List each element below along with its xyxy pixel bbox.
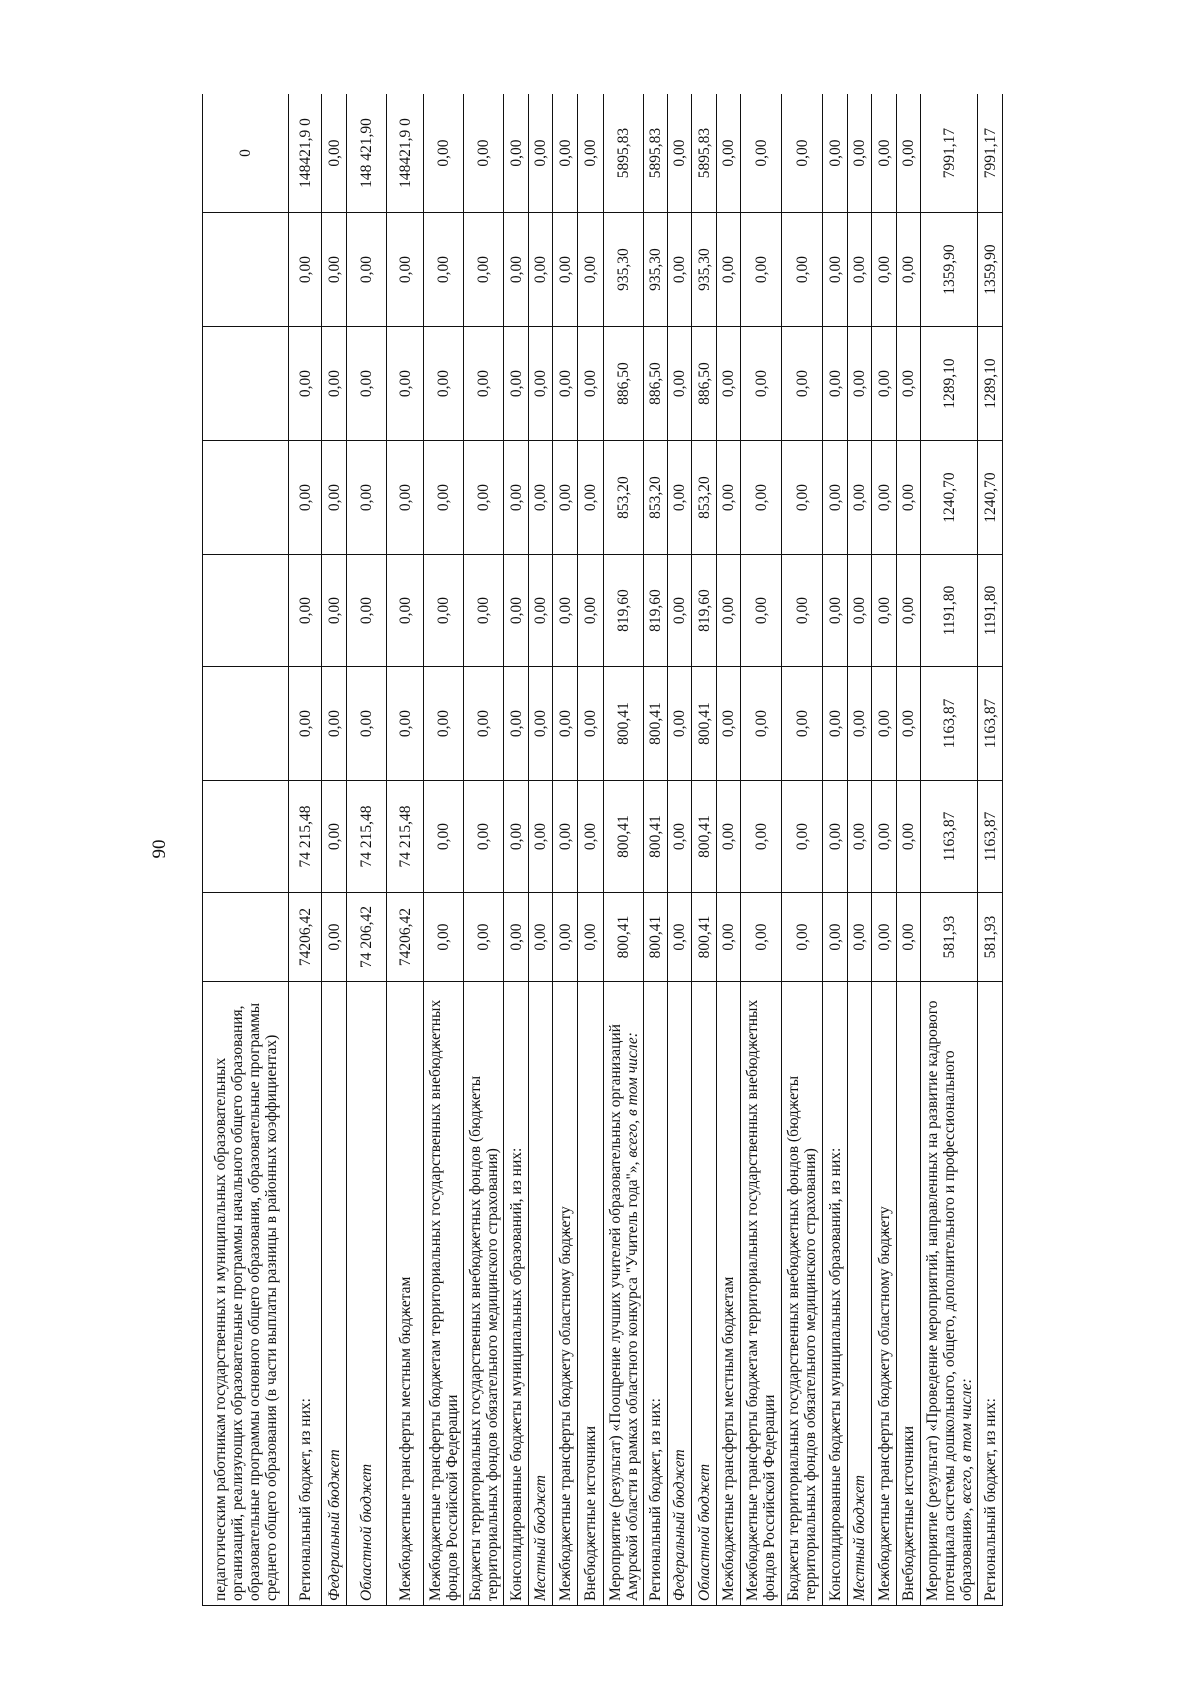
- year-value-cell: 886,50: [692, 327, 717, 441]
- year-value-cell: 0,00: [553, 667, 578, 781]
- table-row: [782, 94, 823, 1606]
- year-value-cell: 0,00: [848, 893, 872, 982]
- row-name-note: всего, в том числе:: [623, 1032, 641, 1158]
- total-cell: 0,00: [668, 94, 692, 213]
- year-value-cell: 0,00: [322, 893, 347, 982]
- row-name-cell: [289, 982, 322, 1606]
- row-name-cell: [848, 982, 872, 1606]
- total-cell: 0,00: [578, 94, 604, 213]
- year-value-cell: 0,00: [872, 781, 897, 893]
- year-value-cell: 0,00: [668, 781, 692, 893]
- year-value-cell: 0,00: [504, 327, 529, 441]
- total-cell: 7991,17: [978, 94, 1003, 213]
- year-value-cell: 0,00: [578, 667, 604, 781]
- row-name: Федеральный бюджет: [325, 1449, 343, 1601]
- table-row: [203, 94, 289, 1606]
- year-value-cell: 1240,70: [921, 441, 978, 555]
- total-cell: 148421,9 0: [387, 94, 424, 213]
- year-value-cell: 74206,42: [387, 893, 424, 982]
- year-value-cell: 0,00: [347, 213, 387, 327]
- total-cell: 5895,83: [644, 94, 668, 213]
- year-value-cell: 0,00: [347, 327, 387, 441]
- table-row: [692, 94, 717, 1606]
- year-value-cell: 935,30: [604, 213, 644, 327]
- total-cell: 0,00: [424, 94, 464, 213]
- year-value-cell: 0,00: [741, 327, 782, 441]
- year-value-cell: 0,00: [529, 893, 553, 982]
- year-value-cell: 800,41: [692, 781, 717, 893]
- year-value-cell: 886,50: [604, 327, 644, 441]
- year-value-cell: 0,00: [741, 213, 782, 327]
- year-value-cell: 0,00: [668, 893, 692, 982]
- table-row: [504, 94, 529, 1606]
- year-value-cell: 0,00: [347, 667, 387, 781]
- year-value-cell: 0,00: [464, 893, 504, 982]
- year-value-cell: 853,20: [692, 441, 717, 555]
- year-value-cell: 0,00: [668, 213, 692, 327]
- year-value-cell: [203, 441, 289, 555]
- year-value-cell: 0,00: [823, 213, 848, 327]
- year-value-cell: 0,00: [529, 327, 553, 441]
- row-name-cell: [921, 982, 978, 1606]
- year-value-cell: 0,00: [289, 441, 322, 555]
- row-name-cell: [322, 982, 347, 1606]
- row-name-cell: [717, 982, 741, 1606]
- year-value-cell: 1163,87: [921, 781, 978, 893]
- table-row: [741, 94, 782, 1606]
- total-cell: 0,00: [872, 94, 897, 213]
- row-name: Консолидированные бюджеты муниципальных образований, из них:: [507, 1147, 525, 1601]
- year-value-cell: 800,41: [692, 667, 717, 781]
- year-value-cell: 0,00: [897, 213, 921, 327]
- year-value-cell: 0,00: [717, 213, 741, 327]
- page-number: 90: [149, 839, 170, 859]
- year-value-cell: 800,41: [644, 893, 668, 982]
- year-value-cell: 0,00: [529, 555, 553, 667]
- rotated-page-content: [202, 94, 1124, 1606]
- table-row: [578, 94, 604, 1606]
- year-value-cell: 0,00: [387, 213, 424, 327]
- year-value-cell: 0,00: [897, 327, 921, 441]
- year-value-cell: 0,00: [347, 555, 387, 667]
- year-value-cell: 0,00: [553, 555, 578, 667]
- year-value-cell: 0,00: [289, 555, 322, 667]
- row-name: Внебюджетные источники: [582, 1425, 599, 1601]
- row-name: Мероприятие (результат) «Проведение мероприятий, направленных на развитие кадрового потенциала системы дошкольного, общего, дополнительного и профессионального образования»,: [923, 1000, 975, 1601]
- row-name-cell: [897, 982, 921, 1606]
- table-row: [897, 94, 921, 1606]
- table-row: [322, 94, 347, 1606]
- year-value-cell: 1163,87: [978, 667, 1003, 781]
- total-cell: 5895,83: [692, 94, 717, 213]
- year-value-cell: [203, 893, 289, 982]
- row-name-cell: [978, 982, 1003, 1606]
- row-name: Межбюджетные трансферты бюджету областному бюджету: [875, 1206, 893, 1601]
- total-cell: 0,00: [897, 94, 921, 213]
- table-row: [644, 94, 668, 1606]
- year-value-cell: 0,00: [322, 555, 347, 667]
- total-cell: 0,00: [782, 94, 823, 213]
- row-name: Межбюджетные трансферты бюджету областному бюджету: [556, 1206, 574, 1601]
- year-value-cell: 1191,80: [978, 555, 1003, 667]
- year-value-cell: 819,60: [692, 555, 717, 667]
- row-name: Межбюджетные трансферты местным бюджетам: [396, 1276, 414, 1601]
- year-value-cell: 0,00: [668, 327, 692, 441]
- row-name-cell: [604, 982, 644, 1606]
- year-value-cell: 0,00: [848, 555, 872, 667]
- table-row: [347, 94, 387, 1606]
- year-value-cell: 0,00: [741, 781, 782, 893]
- budget-table-body: [203, 94, 1003, 1606]
- table-row: [387, 94, 424, 1606]
- year-value-cell: 1289,10: [921, 327, 978, 441]
- year-value-cell: 0,00: [823, 441, 848, 555]
- total-cell: 0,00: [504, 94, 529, 213]
- year-value-cell: 0,00: [668, 667, 692, 781]
- year-value-cell: 0,00: [741, 555, 782, 667]
- year-value-cell: 0,00: [782, 213, 823, 327]
- year-value-cell: 800,41: [604, 667, 644, 781]
- year-value-cell: 0,00: [872, 667, 897, 781]
- table-row: [872, 94, 897, 1606]
- year-value-cell: 74 215,48: [347, 781, 387, 893]
- year-value-cell: 0,00: [424, 555, 464, 667]
- row-name: Межбюджетные трансферты местным бюджетам: [720, 1276, 737, 1601]
- year-value-cell: 0,00: [872, 555, 897, 667]
- year-value-cell: 0,00: [464, 781, 504, 893]
- year-value-cell: 74206,42: [289, 893, 322, 982]
- year-value-cell: 0,00: [424, 781, 464, 893]
- total-cell: 0,00: [717, 94, 741, 213]
- year-value-cell: 853,20: [604, 441, 644, 555]
- year-value-cell: 0,00: [322, 781, 347, 893]
- year-value-cell: 0,00: [347, 441, 387, 555]
- year-value-cell: 0,00: [823, 781, 848, 893]
- year-value-cell: 0,00: [897, 667, 921, 781]
- row-name: Федеральный бюджет: [671, 1449, 688, 1601]
- year-value-cell: 0,00: [848, 327, 872, 441]
- year-value-cell: 0,00: [424, 667, 464, 781]
- row-name: Местный бюджет: [851, 1475, 868, 1601]
- year-value-cell: 0,00: [529, 441, 553, 555]
- row-name: Межбюджетные трансферты бюджетам территориальных государственных внебюджетных фондов Российской Федерации: [744, 999, 778, 1601]
- year-value-cell: 935,30: [692, 213, 717, 327]
- total-cell: 0,00: [464, 94, 504, 213]
- year-value-cell: 0,00: [504, 893, 529, 982]
- year-value-cell: 0,00: [289, 213, 322, 327]
- year-value-cell: 0,00: [289, 667, 322, 781]
- year-value-cell: 800,41: [692, 893, 717, 982]
- year-value-cell: 0,00: [717, 893, 741, 982]
- year-value-cell: 0,00: [897, 555, 921, 667]
- total-cell: 5895,83: [604, 94, 644, 213]
- row-name-cell: [668, 982, 692, 1606]
- year-value-cell: 0,00: [553, 893, 578, 982]
- budget-table-container: [202, 94, 1124, 1606]
- total-cell: 0,00: [848, 94, 872, 213]
- year-value-cell: 0,00: [553, 781, 578, 893]
- row-name: Местный бюджет: [532, 1475, 549, 1601]
- year-value-cell: 0,00: [872, 441, 897, 555]
- year-value-cell: 0,00: [848, 441, 872, 555]
- year-value-cell: 0,00: [578, 213, 604, 327]
- row-name-cell: [464, 982, 504, 1606]
- budget-table: [202, 94, 1003, 1606]
- year-value-cell: 1240,70: [978, 441, 1003, 555]
- year-value-cell: 0,00: [529, 781, 553, 893]
- year-value-cell: 0,00: [553, 213, 578, 327]
- row-name-cell: [782, 982, 823, 1606]
- year-value-cell: 0,00: [424, 441, 464, 555]
- year-value-cell: 0,00: [668, 441, 692, 555]
- year-value-cell: 0,00: [529, 213, 553, 327]
- year-value-cell: 0,00: [504, 781, 529, 893]
- year-value-cell: [203, 555, 289, 667]
- table-row: [289, 94, 322, 1606]
- total-cell: 7991,17: [921, 94, 978, 213]
- table-row: [921, 94, 978, 1606]
- year-value-cell: 800,41: [604, 781, 644, 893]
- year-value-cell: 886,50: [644, 327, 668, 441]
- year-value-cell: 0,00: [782, 781, 823, 893]
- year-value-cell: 0,00: [717, 441, 741, 555]
- year-value-cell: 800,41: [604, 893, 644, 982]
- year-value-cell: 581,93: [921, 893, 978, 982]
- row-name: Бюджеты территориальных государственных внебюджетных фондов (бюджеты территориальных фондов обязательного медицинского страхования): [785, 1075, 819, 1601]
- total-cell: 0,00: [529, 94, 553, 213]
- year-value-cell: 800,41: [644, 667, 668, 781]
- year-value-cell: 0,00: [823, 555, 848, 667]
- row-name-cell: [578, 982, 604, 1606]
- row-name: педагогическим работникам государственных и муниципальных образовательных организаций, реализующих образовательные программы начального общего образования, образовательные программы основного общего образования, образовательные программы среднего общего образования (в части выплаты разницы в районных коэффициентах): [211, 1002, 280, 1601]
- year-value-cell: 1359,90: [921, 213, 978, 327]
- table-row: [823, 94, 848, 1606]
- year-value-cell: 0,00: [424, 893, 464, 982]
- year-value-cell: 0,00: [717, 781, 741, 893]
- year-value-cell: 0,00: [578, 893, 604, 982]
- year-value-cell: 0,00: [823, 893, 848, 982]
- year-value-cell: 0,00: [464, 441, 504, 555]
- year-value-cell: 0,00: [424, 327, 464, 441]
- year-value-cell: 0,00: [387, 667, 424, 781]
- year-value-cell: 935,30: [644, 213, 668, 327]
- row-name-cell: [553, 982, 578, 1606]
- year-value-cell: 0,00: [897, 441, 921, 555]
- year-value-cell: 0,00: [578, 781, 604, 893]
- year-value-cell: 0,00: [387, 327, 424, 441]
- year-value-cell: 0,00: [823, 327, 848, 441]
- year-value-cell: 0,00: [289, 327, 322, 441]
- year-value-cell: 0,00: [782, 441, 823, 555]
- total-cell: 0,00: [322, 94, 347, 213]
- year-value-cell: 1359,90: [978, 213, 1003, 327]
- year-value-cell: 0,00: [553, 327, 578, 441]
- year-value-cell: 0,00: [464, 667, 504, 781]
- row-name-cell: [347, 982, 387, 1606]
- year-value-cell: 0,00: [782, 327, 823, 441]
- year-value-cell: 0,00: [424, 213, 464, 327]
- table-row: [717, 94, 741, 1606]
- row-name-note: всего, в том числе:: [957, 1378, 975, 1504]
- year-value-cell: 0,00: [322, 441, 347, 555]
- total-cell: 0: [203, 94, 289, 213]
- year-value-cell: 0,00: [741, 441, 782, 555]
- year-value-cell: 800,41: [644, 781, 668, 893]
- year-value-cell: 0,00: [872, 327, 897, 441]
- year-value-cell: 1191,80: [921, 555, 978, 667]
- total-cell: 148421,9 0: [289, 94, 322, 213]
- row-name: Межбюджетные трансферты бюджетам территориальных государственных внебюджетных фондов Российской Федерации: [426, 999, 461, 1601]
- year-value-cell: 0,00: [717, 667, 741, 781]
- year-value-cell: 0,00: [782, 555, 823, 667]
- year-value-cell: 0,00: [848, 781, 872, 893]
- table-row: [978, 94, 1003, 1606]
- row-name: Мероприятие (результат) «Поощрение лучших учителей образовательных организаций Амурской области в рамках областного конкурса "Учитель года"»,: [606, 1024, 641, 1601]
- year-value-cell: 853,20: [644, 441, 668, 555]
- year-value-cell: 74 215,48: [387, 781, 424, 893]
- row-name-cell: [644, 982, 668, 1606]
- row-name-cell: [387, 982, 424, 1606]
- year-value-cell: 819,60: [604, 555, 644, 667]
- year-value-cell: 819,60: [644, 555, 668, 667]
- year-value-cell: 0,00: [848, 213, 872, 327]
- year-value-cell: 0,00: [717, 555, 741, 667]
- year-value-cell: 0,00: [504, 555, 529, 667]
- year-value-cell: 0,00: [464, 327, 504, 441]
- table-row: [464, 94, 504, 1606]
- year-value-cell: 0,00: [553, 441, 578, 555]
- row-name-cell: [504, 982, 529, 1606]
- total-cell: 0,00: [741, 94, 782, 213]
- year-value-cell: 581,93: [978, 893, 1003, 982]
- year-value-cell: 0,00: [897, 781, 921, 893]
- year-value-cell: 74 206,42: [347, 893, 387, 982]
- year-value-cell: 0,00: [529, 667, 553, 781]
- year-value-cell: 0,00: [741, 893, 782, 982]
- year-value-cell: 0,00: [504, 667, 529, 781]
- table-row: [668, 94, 692, 1606]
- table-row: [529, 94, 553, 1606]
- year-value-cell: 0,00: [848, 667, 872, 781]
- year-value-cell: 0,00: [578, 327, 604, 441]
- year-value-cell: 0,00: [668, 555, 692, 667]
- table-row: [604, 94, 644, 1606]
- row-name: Бюджеты территориальных государственных внебюджетных фондов (бюджеты территориальных фондов обязательного медицинского страхования): [466, 1075, 501, 1601]
- row-name-cell: [741, 982, 782, 1606]
- year-value-cell: 1163,87: [978, 781, 1003, 893]
- total-cell: 148 421,90: [347, 94, 387, 213]
- year-value-cell: 0,00: [387, 555, 424, 667]
- year-value-cell: 0,00: [322, 667, 347, 781]
- year-value-cell: [203, 667, 289, 781]
- year-value-cell: 0,00: [464, 555, 504, 667]
- year-value-cell: 0,00: [504, 441, 529, 555]
- year-value-cell: 0,00: [872, 893, 897, 982]
- year-value-cell: [203, 327, 289, 441]
- row-name: Региональный бюджет, из них:: [981, 1398, 999, 1601]
- row-name-cell: [823, 982, 848, 1606]
- row-name-cell: [872, 982, 897, 1606]
- year-value-cell: 0,00: [322, 213, 347, 327]
- year-value-cell: [203, 781, 289, 893]
- year-value-cell: 0,00: [717, 327, 741, 441]
- year-value-cell: 0,00: [578, 441, 604, 555]
- row-name-cell: [692, 982, 717, 1606]
- year-value-cell: 74 215,48: [289, 781, 322, 893]
- row-name: Региональный бюджет, из них:: [296, 1398, 314, 1601]
- row-name-cell: [203, 982, 289, 1606]
- year-value-cell: [203, 213, 289, 327]
- row-name: Областной бюджет: [695, 1463, 713, 1601]
- year-value-cell: 0,00: [897, 893, 921, 982]
- year-value-cell: 0,00: [823, 667, 848, 781]
- year-value-cell: 1289,10: [978, 327, 1003, 441]
- year-value-cell: 0,00: [578, 555, 604, 667]
- row-name-cell: [424, 982, 464, 1606]
- year-value-cell: 0,00: [387, 441, 424, 555]
- row-name: Региональный бюджет, из них:: [647, 1398, 664, 1601]
- year-value-cell: 0,00: [322, 327, 347, 441]
- year-value-cell: 0,00: [782, 667, 823, 781]
- row-name: Внебюджетные источники: [900, 1425, 917, 1601]
- row-name-cell: [529, 982, 553, 1606]
- year-value-cell: 0,00: [464, 213, 504, 327]
- total-cell: 0,00: [823, 94, 848, 213]
- year-value-cell: 0,00: [872, 213, 897, 327]
- table-row: [848, 94, 872, 1606]
- year-value-cell: 0,00: [741, 667, 782, 781]
- year-value-cell: 0,00: [504, 213, 529, 327]
- total-cell: 0,00: [553, 94, 578, 213]
- table-row: [424, 94, 464, 1606]
- table-row: [553, 94, 578, 1606]
- year-value-cell: 0,00: [782, 893, 823, 982]
- row-name: Консолидированные бюджеты муниципальных образований, из них:: [826, 1147, 844, 1601]
- year-value-cell: 1163,87: [921, 667, 978, 781]
- row-name: Областной бюджет: [358, 1463, 375, 1601]
